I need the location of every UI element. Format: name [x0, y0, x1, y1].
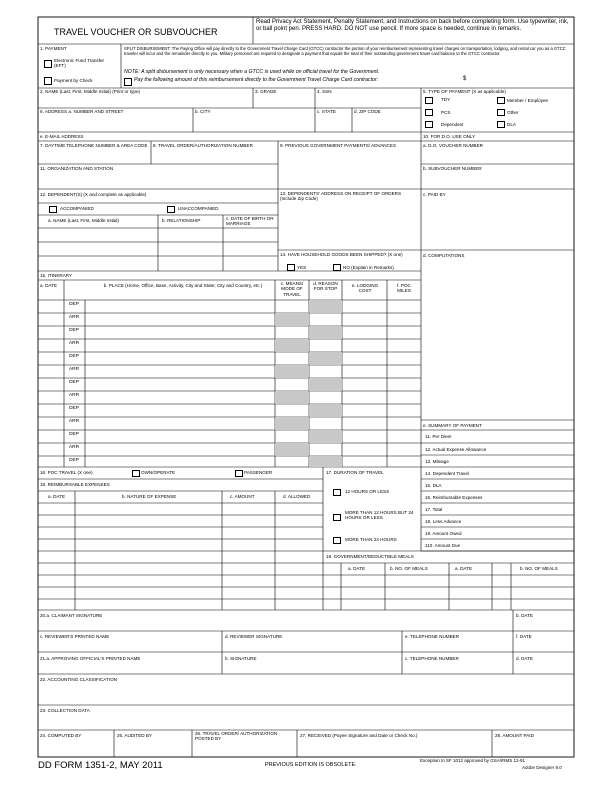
it-code: DEP — [69, 328, 79, 333]
shade-cell — [309, 378, 342, 391]
daytime-phone-field[interactable] — [40, 155, 148, 163]
accompanied-checkbox[interactable] — [49, 206, 57, 213]
dep-dob-label: c. DATE OF BIRTH OR MARRIAGE — [226, 216, 274, 227]
summary-label: e. SUMMARY OF PAYMENT — [423, 423, 482, 428]
it-poc-label: f. POC MILES — [397, 283, 411, 294]
hhg-no-label: NO (Explain in Remarks) — [343, 265, 394, 270]
aea-label: 12. Actual Expense Allowance — [425, 447, 487, 452]
tdy-checkbox[interactable] — [425, 97, 433, 104]
it-code: ARR — [68, 393, 80, 398]
it-code: DEP — [69, 380, 79, 385]
per-diem-label: 11. Per Diem — [425, 434, 452, 439]
shade-cell — [275, 365, 309, 378]
amount-paid-label: 28. AMOUNT PAID — [495, 733, 534, 738]
dependent-label: Dependent — [441, 122, 464, 127]
city-field[interactable] — [195, 117, 313, 131]
shade-cell — [309, 352, 342, 365]
omb-notice: Exception to SF 1012 approved by GSA/IRMS 12-91 — [420, 758, 526, 763]
ssn-field[interactable] — [317, 96, 419, 107]
subvoucher-label: b. SUBVOUCHER NUMBER — [423, 166, 482, 171]
it-reason-label: d. REASON FOR STOP — [313, 281, 338, 292]
do-voucher-label: a. D.O. VOUCHER NUMBER — [423, 143, 483, 148]
itinerary-label: 15. ITINERARY — [40, 273, 73, 278]
amount-due-label: 110. Amount Due — [425, 543, 461, 548]
poc-travel-label: 16. POC TRAVEL (X one) — [40, 470, 93, 475]
instructions-text: Read Privacy Act Statement, Penalty Statement, and Instructions on back before completing form. Use typewriter, ink, or ball point pen. PRESS HARD. DO NOT use pencil. If more space is needed, continue in remarks. — [256, 19, 569, 32]
adobe-notice: Adobe Designer 9.0 — [522, 765, 562, 770]
dependent-checkbox[interactable] — [425, 121, 433, 128]
amount-owed-label: 19. Amount Owed — [425, 531, 462, 536]
it-code: DEP — [69, 302, 79, 307]
order-posted-label: 26. TRAVEL ORDER/ AUTHORIZATION POSTED BY — [195, 731, 278, 742]
grade-label: 3. GRADE — [255, 89, 277, 94]
check-label: Payment by Check — [54, 78, 93, 83]
hhg-label: 14. HAVE HOUSEHOLD GOODS BEEN SHIPPED? (X one) — [280, 252, 403, 257]
accompanied-label: ACCOMPANIED — [60, 206, 94, 211]
it-code: ARR — [68, 445, 80, 450]
h12-label: 12 HOURS OR LESS — [345, 489, 390, 494]
dep-name-label: a. NAME (Last, First, Middle Initial) — [48, 218, 119, 223]
org-station-field[interactable] — [40, 173, 276, 188]
reviewer-signature-label: d. REVIEWER SIGNATURE — [225, 634, 283, 639]
h12-24-label: MORE THAN 12 HOURS BUT 24 HOURS OR LESS — [345, 510, 414, 521]
accounting-field[interactable] — [40, 684, 570, 704]
shade-cell — [275, 313, 309, 326]
collection-field[interactable] — [40, 715, 570, 729]
form-title: TRAVEL VOUCHER OR SUBVOUCHER — [54, 27, 218, 37]
travel-order-field[interactable] — [153, 155, 275, 163]
it-code: ARR — [68, 367, 80, 372]
eft-checkbox[interactable] — [44, 60, 52, 68]
previous-advances-field[interactable] — [280, 155, 418, 187]
dla-label: DLA — [507, 122, 516, 127]
paid-by-label: c. PAID BY — [423, 192, 446, 197]
do-use-only-label: 10. FOR D.O. USE ONLY — [423, 134, 476, 139]
split-note: NOTE: A split disbursement is only necessary when a GTCC is used while on official travel for the Government. — [124, 69, 380, 75]
received-label: 27. RECEIVED (Payee Signature and Date or Check No.) — [300, 733, 418, 738]
pcs-label: PCS — [441, 110, 451, 115]
hhg-yes-label: YES — [297, 265, 307, 270]
passenger-checkbox[interactable] — [235, 470, 243, 477]
obsolete-notice: PREVIOUS EDITION IS OBSOLETE. — [265, 762, 357, 768]
dep-relationship-label: b. RELATIONSHIP — [162, 218, 201, 223]
zip-field[interactable] — [354, 117, 419, 131]
member-employee-checkbox[interactable] — [497, 97, 505, 104]
it-place-label: b. PLACE (Home, Office, Base, Activity, City and State; City and Country, etc.) — [103, 283, 263, 288]
computations-label: d. COMPUTATIONS — [423, 253, 465, 258]
name-label: 2. NAME (Last, First, Middle Initial) (Print or type) — [40, 89, 141, 94]
approver-signature-label: b. SIGNATURE — [225, 656, 257, 661]
mileage-label: 13. Mileage — [425, 459, 449, 464]
org-station-label: 11. ORGANIZATION AND STATION — [40, 166, 114, 171]
it-code: DEP — [69, 354, 79, 359]
unaccompanied-checkbox[interactable] — [167, 206, 175, 213]
shade-cell — [275, 417, 309, 430]
state-label: c. STATE — [317, 109, 336, 114]
split-checkbox[interactable] — [124, 78, 132, 86]
state-field[interactable] — [317, 117, 350, 131]
re-date-label: a. DATE — [48, 494, 66, 499]
it-code: DEP — [69, 432, 79, 437]
dep-address-field[interactable] — [280, 203, 418, 248]
reviewer-date-label: f. DATE — [516, 634, 532, 639]
reviewer-name-label: c. REVIEWER'S PRINTED NAME — [40, 634, 110, 639]
split-amount-field[interactable] — [470, 77, 570, 86]
member-employee-label: Member / Employee — [507, 98, 549, 103]
it-code: ARR — [68, 341, 80, 346]
travel-order-label: 8. TRAVEL ORDER/AUTHORIZATION NUMBER — [153, 143, 253, 148]
address-street-field[interactable] — [40, 117, 190, 131]
claimant-signature-label: 20.a. CLAIMANT SIGNATURE — [40, 613, 103, 618]
zip-label: d. ZIP CODE — [354, 109, 381, 114]
dla-checkbox[interactable] — [497, 121, 505, 128]
h12-24-checkbox[interactable] — [333, 514, 341, 521]
collection-label: 23. COLLECTION DATA — [40, 708, 90, 713]
approver-phone-label: c. TELEPHONE NUMBER — [405, 656, 459, 661]
it-code: ARR — [68, 315, 80, 320]
name-field[interactable] — [40, 96, 250, 107]
it-date-label: a. DATE — [40, 283, 58, 288]
form-number: DD FORM 1351-2, MAY 2011 — [38, 760, 163, 771]
shade-cell — [309, 300, 342, 313]
claimant-signature-field[interactable] — [40, 620, 510, 630]
dependents-label: 12. DEPENDENT(S) (X and complete as applicable) — [40, 192, 147, 197]
email-field[interactable] — [90, 133, 418, 140]
reimb-exp-label: 18. REIMBURSABLE EXPENSES — [40, 482, 110, 487]
grade-field[interactable] — [255, 96, 313, 107]
h24-label: MORE THAN 24 HOURS — [345, 537, 397, 542]
it-code: DEP — [69, 406, 79, 411]
unaccompanied-label: UNACCOMPANIED — [178, 206, 219, 211]
re-amount-label: c. AMOUNT — [230, 494, 255, 499]
type-payment-label: 5. TYPE OF PAYMENT (X as applicable) — [423, 89, 506, 94]
it-means-label: c. MEANS/ MODE OF TRAVEL — [280, 281, 304, 297]
approver-name-label: 21.a. APPROVING OFFICIAL'S PRINTED NAME — [40, 656, 141, 661]
do-voucher-field[interactable] — [423, 150, 571, 162]
it-code: ARR — [68, 419, 80, 424]
it-code: DEP — [69, 458, 79, 463]
check-checkbox[interactable] — [44, 77, 52, 85]
city-label: b. CITY — [195, 109, 211, 114]
gm-num-label-2: b. NO. OF MEALS — [520, 566, 558, 571]
dep-address-label: 13. DEPENDENTS' ADDRESS ON RECEIPT OF ORDERS (Include Zip Code) — [280, 191, 402, 202]
dollar-sign: $ — [463, 76, 467, 82]
gov-meals-label: 19. GOVERNMENT/DEDUCTIBLE MEALS — [326, 554, 414, 559]
hhg-no-checkbox[interactable] — [333, 264, 341, 271]
gm-date-label-2: a. DATE — [455, 566, 473, 571]
own-operate-label: OWN/OPERATE — [141, 470, 176, 475]
accounting-label: 22. ACCOUNTING CLASSIFICATION — [40, 677, 118, 682]
split-pay-text: Pay the following amount of this reimbursement directly to the Government Travel Charge Card contractor: — [134, 77, 379, 83]
shade-cell — [275, 339, 309, 352]
pcs-checkbox[interactable] — [425, 109, 433, 116]
payment-label: 1. PAYMENT — [40, 46, 67, 51]
approver-date-label: d. DATE — [516, 656, 534, 661]
total-label: 17. Total — [425, 507, 443, 512]
re-allowed-label: d. ALLOWED — [283, 494, 311, 499]
other-checkbox[interactable] — [497, 109, 505, 116]
reimbursable-label: 16. Reimbursable Expenses — [425, 495, 483, 500]
it-lodging-label: e. LODGING COST — [351, 283, 379, 294]
eft-label: Electronic Fund Transfer (EFT) — [54, 58, 105, 69]
shade-cell — [309, 430, 342, 443]
shade-cell — [309, 404, 342, 417]
ssn-label: 4. SSN — [317, 89, 332, 94]
h24-checkbox[interactable] — [333, 537, 341, 544]
passenger-label: PASSENGER — [244, 470, 273, 475]
reviewer-phone-label: e. TELEPHONE NUMBER — [405, 634, 460, 639]
split-disbursement-text: SPLIT DISBURSEMENT: The Paying Office will pay directly to the Government Travel Charge Card (GTCC) contractor the portion of your reimbursement representing travel charges on transportation, lodging, and rental car you as a GTCC traveler will incur and the remainder directly to you. Military personnel are required to designate a payment that equals the total of their outstanding government travel card balance to the GTCC contractor. — [124, 46, 566, 56]
shade-cell — [309, 326, 342, 339]
shade-cell — [275, 443, 309, 456]
re-nature-label: b. NATURE OF EXPENSE — [122, 494, 177, 499]
computed-by-label: 24. COMPUTED BY — [40, 733, 82, 738]
own-operate-checkbox[interactable] — [132, 470, 140, 477]
gm-num-label: b. NO. OF MEALS — [390, 566, 428, 571]
daytime-phone-label: 7. DAYTIME TELEPHONE NUMBER & AREA CODE — [40, 143, 148, 148]
shade-cell — [275, 391, 309, 404]
shade-cell — [309, 456, 342, 467]
other-label: Other — [507, 110, 519, 115]
h12-checkbox[interactable] — [333, 489, 341, 496]
email-label: e. E-MAIL ADDRESS — [40, 134, 84, 139]
less-advance-label: 18. Less Advance — [425, 519, 462, 524]
duration-label: 17. DURATION OF TRAVEL — [326, 470, 384, 475]
address-street-label: 6. ADDRESS a. NUMBER AND STREET — [40, 109, 124, 114]
previous-advances-label: 9. PREVIOUS GOVERNMENT PAYMENTS/ ADVANCES — [280, 143, 397, 148]
subvoucher-field[interactable] — [423, 173, 571, 188]
audited-by-label: 25. AUDITED BY — [117, 733, 152, 738]
summary-dla-label: 15. DLA — [425, 483, 442, 488]
tdy-label: TDY — [441, 97, 451, 102]
dep-travel-label: 14. Dependent Travel — [425, 471, 469, 476]
hhg-yes-checkbox[interactable] — [287, 264, 295, 271]
paid-by-field[interactable] — [423, 200, 571, 248]
claimant-date-label: b. DATE — [516, 613, 534, 618]
gm-date-label: a. DATE — [348, 566, 366, 571]
